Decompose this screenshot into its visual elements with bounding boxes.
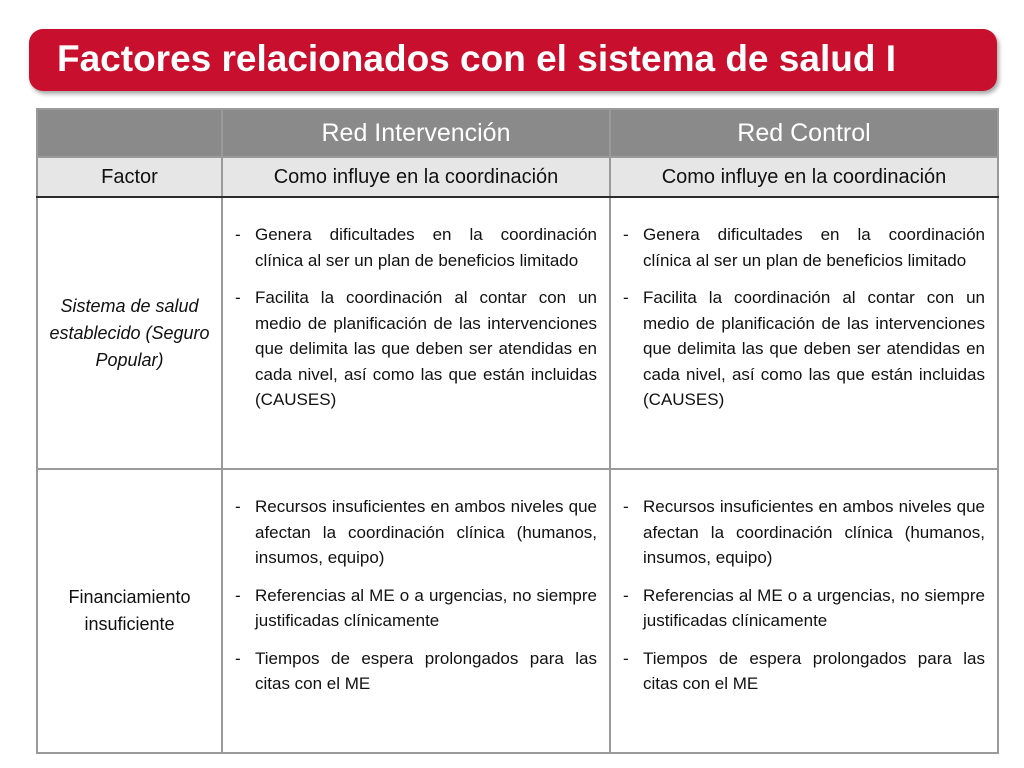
- list-item: - Recursos insuficientes en ambos niveles que afectan la coordinación clínica (humanos, insumos, equipo): [233, 494, 597, 571]
- bullet-list: [223, 470, 609, 729]
- title-banner: [29, 29, 997, 91]
- table-row: [37, 469, 998, 753]
- bullet-list: [611, 198, 997, 445]
- subheader-control: Como influye en la coordinación: [610, 157, 998, 197]
- table-subheader-row: [37, 157, 998, 197]
- factor-cell: Sistema de salud establecido (Seguro Popular): [37, 197, 222, 469]
- list-item: - Recursos insuficientes en ambos niveles que afectan la coordinación clínica (humanos, insumos, equipo): [621, 494, 985, 571]
- header-red-control: Red Control: [610, 109, 998, 157]
- factor-cell: Financiamiento insuficiente: [37, 469, 222, 753]
- list-item: - Referencias al ME o a urgencias, no siempre justificadas clínicamente: [621, 583, 985, 634]
- header-blank-cell: [37, 109, 222, 157]
- bullet-list: [611, 470, 997, 729]
- header-red-intervencion: Red Intervención: [222, 109, 610, 157]
- bullet-list: [223, 198, 609, 445]
- slide-title: Factores relacionados con el sistema de salud I: [57, 38, 896, 79]
- control-cell: [610, 197, 998, 469]
- table-header-row: [37, 109, 998, 157]
- list-item: - Genera dificultades en la coordinación clínica al ser un plan de beneficios limitado: [621, 222, 985, 273]
- table-row: [37, 197, 998, 469]
- subheader-factor: Factor: [37, 157, 222, 197]
- list-item: - Genera dificultades en la coordinación clínica al ser un plan de beneficios limitado: [233, 222, 597, 273]
- list-item: - Referencias al ME o a urgencias, no siempre justificadas clínicamente: [233, 583, 597, 634]
- control-cell: [610, 469, 998, 753]
- intervencion-cell: [222, 469, 610, 753]
- factors-table: [36, 108, 999, 754]
- intervencion-cell: [222, 197, 610, 469]
- list-item: - Tiempos de espera prolongados para las citas con el ME: [233, 646, 597, 697]
- subheader-intervencion: Como influye en la coordinación: [222, 157, 610, 197]
- list-item: - Tiempos de espera prolongados para las citas con el ME: [621, 646, 985, 697]
- list-item: - Facilita la coordinación al contar con un medio de planificación de las intervenciones que delimita las que deben ser atendidas en cada nivel, así como las que están incluidas (CAUSES): [621, 285, 985, 413]
- list-item: - Facilita la coordinación al contar con un medio de planificación de las intervenciones que delimita las que deben ser atendidas en cada nivel, así como las que están incluidas (CAUSES): [233, 285, 597, 413]
